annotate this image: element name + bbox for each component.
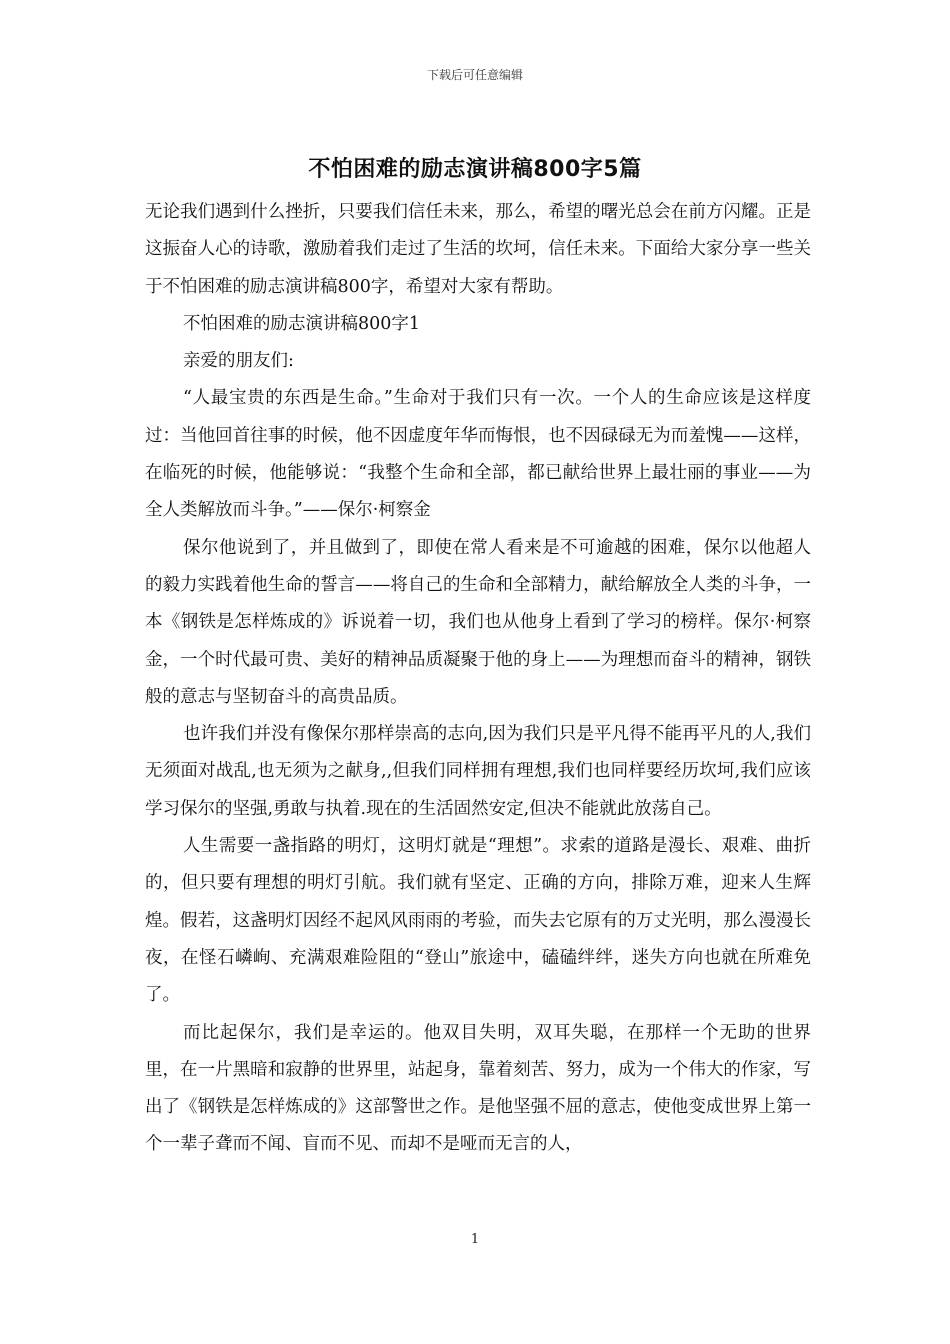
intro-paragraph: 无论我们遇到什么挫折，只要我们信任未来，那么，希望的曙光总会在前方闪耀。正是这振奋人心的诗歌，激励着我们走过了生活的坎坷，信任未来。下面给大家分享一些关于不怕困难的励志演讲稿800字，希望对大家有帮助。 xyxy=(145,202,811,297)
body-paragraph: 也许我们并没有像保尔那样崇高的志向,因为我们只是平凡得不能再平凡的人,我们无须面对战乱,也无须为之献身,,但我们同样拥有理想,我们也同样要经历坎坷,我们应该学习保尔的坚强,勇敢与执着.现在的生活固然安定,但决不能就此放荡自己。 xyxy=(145,724,811,819)
salutation: 亲爱的朋友们: xyxy=(183,351,294,372)
header-note: 下载后可任意编辑 xyxy=(426,68,523,82)
section-heading: 不怕困难的励志演讲稿800字1 xyxy=(183,313,421,334)
document-title: 不怕困难的励志演讲稿800字5篇 xyxy=(308,157,642,182)
document-body xyxy=(145,194,811,1164)
page-number: 1 xyxy=(470,1232,480,1247)
body-paragraph: 人生需要一盏指路的明灯，这明灯就是“理想”。求索的道路是漫长、艰难、曲折的，但只要有理想的明灯引航。我们就有坚定、正确的方向，排除万难，迎来人生辉煌。假若，这盏明灯因经不起风风雨雨的考验，而失去它原有的万丈光明，那么漫漫长夜，在怪石嶙峋、充满艰难险阻的“登山”旅途中，磕磕绊绊，迷失方向也就在所难免了。 xyxy=(145,836,811,1006)
body-paragraph: “人最宝贵的东西是生命。”生命对于我们只有一次。一个人的生命应该是这样度过：当他回首往事的时候，他不因虚度年华而悔恨，也不因碌碌无为而羞愧——这样，在临死的时候，他能够说：“我整个生命和全部，都已献给世界上最壮丽的事业——为全人类解放而斗争。”——保尔·柯察金 xyxy=(145,388,811,521)
body-paragraph: 而比起保尔，我们是幸运的。他双目失明，双耳失聪，在那样一个无助的世界里，在一片黑暗和寂静的世界里，站起身，靠着刻苦、努力，成为一个伟大的作家，写出了《钢铁是怎样炼成的》这部警世之作。是他坚强不屈的意志，使他变成世界上第一个一辈子聋而不闻、盲而不见、而却不是哑而无言的人， xyxy=(145,1022,811,1155)
body-paragraph: 保尔他说到了，并且做到了，即使在常人看来是不可逾越的困难，保尔以他超人的毅力实践着他生命的誓言——将自己的生命和全部精力，献给解放全人类的斗争，一本《钢铁是怎样炼成的》诉说着一切，我们也从他身上看到了学习的榜样。保尔·柯察金，一个时代最可贵、美好的精神品质凝聚于他的身上——为理想而奋斗的精神，钢铁般的意志与坚韧奋斗的高贵品质。 xyxy=(145,537,811,707)
